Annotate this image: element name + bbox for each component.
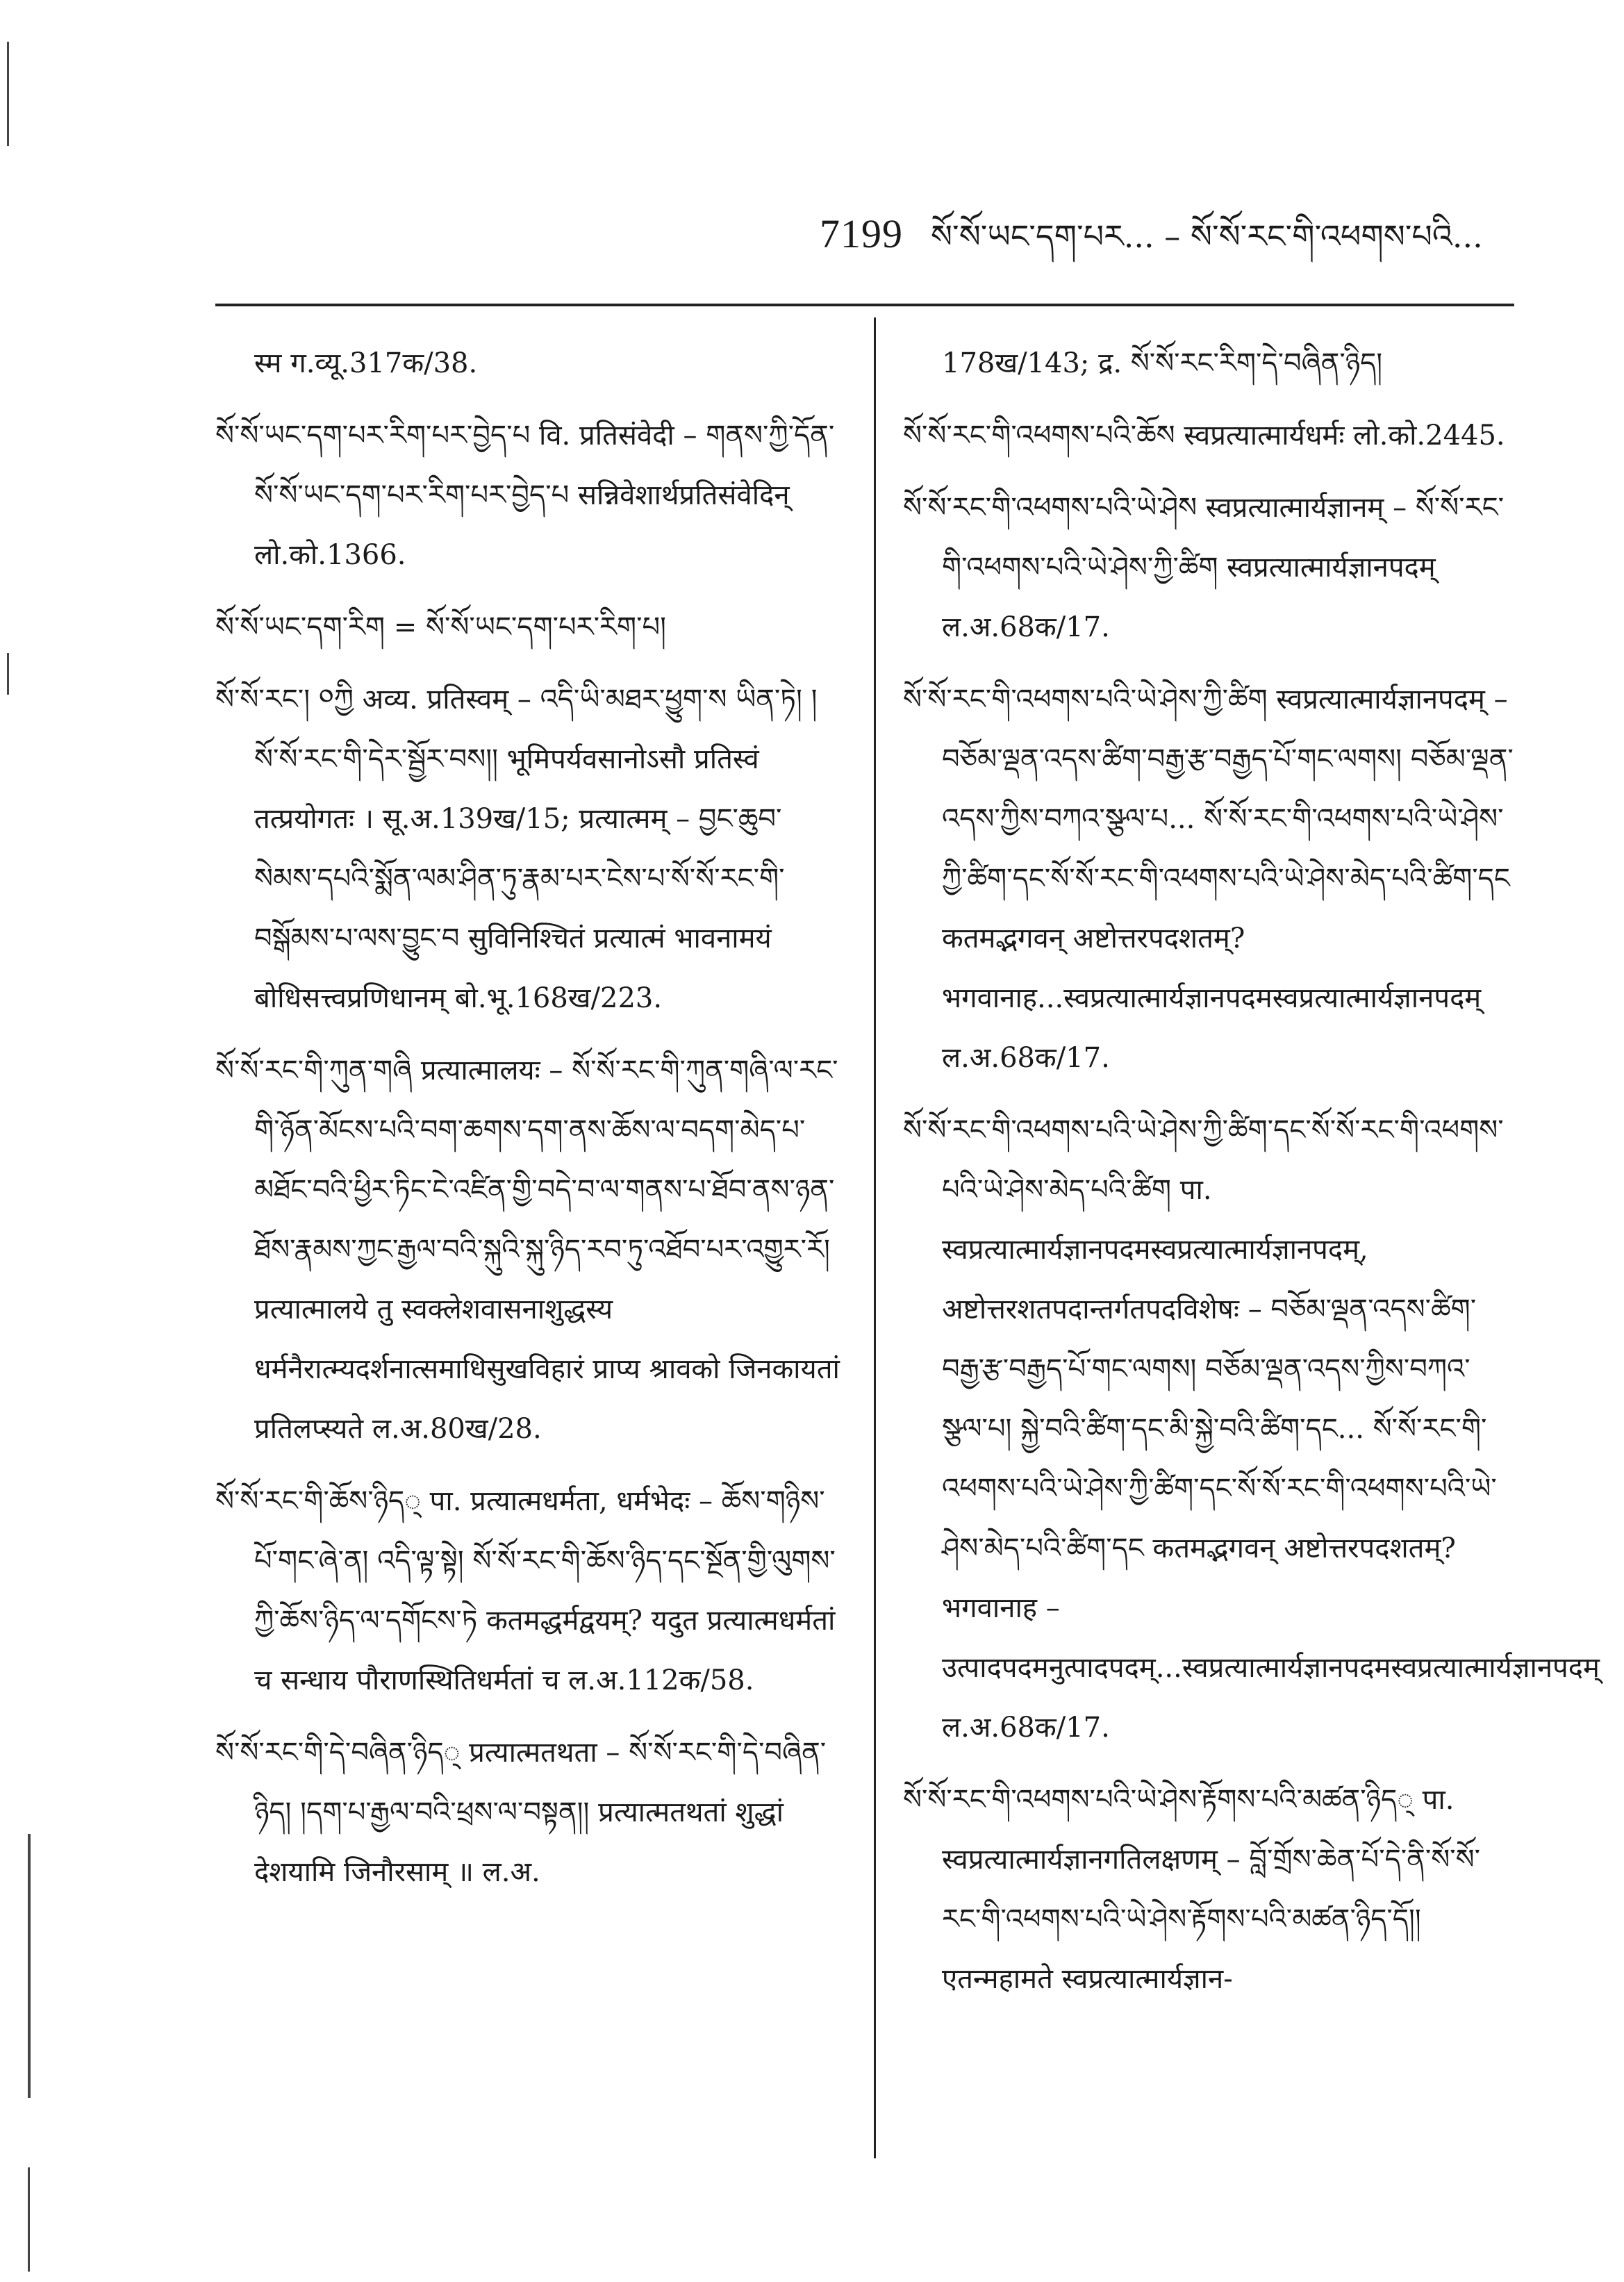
scan-mark bbox=[28, 1834, 31, 2098]
dictionary-entry: སོ་སོ་རང་གི་ཀུན་གཞི प्रत्यात्मालयः – སོ་སོ་རང་གི་ཀུན་གཞི་ལ་རང་གི་ཉོན་མོངས་པའི་བག་ཆགས་དག་ནས་ཆོས་ལ་བདག་མེད་པ་མཐོང་བའི་ཕྱིར་ཏིང་ངེ་འཛིན་གྱི་བདེ་བ་ལ་གནས་པ་ཐོབ་ནས་ཉན་ཐོས་རྣམས་ཀྱང་རྒྱལ་བའི་སྐུའི་སྐུ་ཉིད་རབ་ཏུ་འཐོབ་པར་འགྱུར་རོ། प्रत्यात्मालये तु स्वक्लेशवासनाशुद्धस्य धर्मनैरात्म्यदर्शनात्समाधिसुखविहारं प्राप्य श्रावको जिनकायतां प्रतिलप्स्यते ल.अ.80ख/28. bbox=[215, 1055, 840, 1445]
page-header bbox=[820, 201, 1514, 257]
scan-mark bbox=[7, 42, 9, 146]
scan-mark bbox=[28, 2167, 30, 2272]
right-column bbox=[903, 333, 1600, 2167]
dictionary-entry: སོ་སོ་རང་གི་འཕགས་པའི་ཆོས स्वप्रत्यात्मार्यधर्मः लो.को.2445. bbox=[903, 420, 1505, 452]
running-head: སོ་སོ་ཡང་དག་པར... – སོ་སོ་རང་གི་འཕགས་པའི... bbox=[931, 217, 1483, 255]
dictionary-entry: སོ་སོ་རང་གི་འཕགས་པའི་ཡེ་ཤེས་རྟོགས་པའི་མཚན་ཉིད् पा. स्वप्रत्यात्मार्यज्ञानगतिलक्षणम् – བློ་གྲོས་ཆེན་པོ་དེ་ནི་སོ་སོ་རང་གི་འཕགས་པའི་ཡེ་ཤེས་རྟོགས་པའི་མཚན་ཉིད་དོ།། एतन्महामते स्वप्रत्यात्मार्यज्ञान- bbox=[903, 1784, 1481, 1995]
dictionary-entry: སོ་སོ་རང་གི་འཕགས་པའི་ཡེ་ཤེས स्वप्रत्यात्मार्यज्ञानम् – སོ་སོ་རང་གི་འཕགས་པའི་ཡེ་ཤེས་ཀྱི་ཚིག स्वप्रत्यात्मार्यज्ञानपदम् ल.अ.68क/17. bbox=[903, 492, 1504, 643]
dictionary-entry: 178ख/143; द्र. སོ་སོ་རང་རིག་དེ་བཞིན་ཉིད། bbox=[942, 347, 1383, 379]
dictionary-entry: སོ་སོ་རང༌། ༠ཀྱི अव्य. प्रतिस्वम् – འདི་ཡི་མཐར་ཕྱུག་ས ཡིན་ཏེ། །སོ་སོ་རང་གི་དེར་སྦྱོར་བས།། भूमिपर्यवसानोऽसौ प्रतिस्वं तत्प्रयोगतः । सू.अ.139ख/15; प्रत्यात्मम् – བྱང་ཆུབ་སེམས་དཔའི་སྨོན་ལམ་ཤིན་ཏུ་རྣམ་པར་ངེས་པ་སོ་སོ་རང་གི་བསྒོམས་པ་ལས་བྱུང་བ सुविनिश्चितं प्रत्यात्मं भावनामयं बोधिसत्त्वप्रणिधानम् बो.भू.168ख/223. bbox=[215, 684, 818, 1014]
dictionary-entry: སོ་སོ་རང་གི་འཕགས་པའི་ཡེ་ཤེས་ཀྱི་ཚིག स्वप्रत्यात्मार्यज्ञानपदम् – བཅོམ་ལྡན་འདས་ཚིག་བརྒྱ་རྩ་བརྒྱད་པོ་གང་ལགས། བཅོམ་ལྡན་འདས་ཀྱིས་བཀའ་སྩལ་པ... སོ་སོ་རང་གི་འཕགས་པའི་ཡེ་ཤེས་ཀྱི་ཚིག་དང་སོ་སོ་རང་གི་འཕགས་པའི་ཡེ་ཤེས་མེད་པའི་ཚིག་དང कतमद्भगवन् अष्टोत्तरपदशतम्? भगवानाह...स्वप्रत्यात्मार्यज्ञानपदमस्वप्रत्यात्मार्यज्ञानपदम् ल.अ.68क/17. bbox=[903, 684, 1514, 1074]
column-divider bbox=[874, 317, 876, 2158]
dictionary-entry: སོ་སོ་ཡང་དག་པར་རིག་པར་བྱེད་པ वि. प्रतिसंवेदी – གནས་ཀྱི་དོན་སོ་སོ་ཡང་དག་པར་རིག་པར་བྱེད་པ सन्निवेशार्थप्रतिसंवेदिन् लो.को.1366. bbox=[215, 420, 835, 571]
scan-mark bbox=[7, 653, 9, 695]
dictionary-entry: སོ་སོ་རང་གི་འཕགས་པའི་ཡེ་ཤེས་ཀྱི་ཚིག་དང་སོ་སོ་རང་གི་འཕགས་པའི་ཡེ་ཤེས་མེད་པའི་ཚིག पा. स्वप्रत्यात्मार्यज्ञानपदमस्वप्रत्यात्मार्यज्ञानपदम्, अष्टोत्तरशतपदान्तर्गतपदविशेषः – བཅོམ་ལྡན་འདས་ཚིག་བརྒྱ་རྩ་བརྒྱད་པོ་གང་ལགས། བཅོམ་ལྡན་འདས་ཀྱིས་བཀའ་སྩལ་པ། སྐྱེ་བའི་ཚིག་དང་མི་སྐྱེ་བའི་ཚིག་དང... སོ་སོ་རང་གི་འཕགས་པའི་ཡེ་ཤེས་ཀྱི་ཚིག་དང་སོ་སོ་རང་གི་འཕགས་པའི་ཡེ་ཤེས་མེད་པའི་ཚིག་དང कतमद्भगवन् अष्टोत्तरपदशतम्? भगवानाह – उत्पादपदमनुत्पादपदम्...स्वप्रत्यात्मार्यज्ञानपदमस्वप्रत्यात्मार्यज्ञानपदम् ल.अ.68क/17. bbox=[903, 1114, 1600, 1744]
header-rule bbox=[215, 304, 1514, 306]
dictionary-entry: སོ་སོ་རང་གི་ཆོས་ཉིད् पा. प्रत्यात्मधर्मता, धर्मभेदः – ཆོས་གཉིས་པོ་གང་ཞེ་ན། འདི་ལྟ་སྟེ། སོ་སོ་རང་གི་ཆོས་ཉིད་དང་སྔོན་གྱི་ལུགས་ཀྱི་ཆོས་ཉིད་ལ་དགོངས་ཏེ कतमद्धर्मद्वयम्? यदुत प्रत्यात्मधर्मतां च सन्धाय पौराणस्थितिधर्मतां च ल.अ.112क/58. bbox=[215, 1485, 836, 1696]
page-number: 7199 bbox=[820, 211, 903, 256]
dictionary-entry: སོ་སོ་རང་གི་དེ་བཞིན་ཉིད् प्रत्यात्मतथता – སོ་སོ་རང་གི་དེ་བཞིན་ཉིད། །དག་པ་རྒྱལ་བའི་ཕྲས་ལ་བསྟན།། प्रत्यात्मतथतां शुद्धां देशयामि जिनौरसाम् ॥ ल.अ. bbox=[215, 1737, 827, 1888]
left-column bbox=[215, 333, 840, 2167]
dictionary-entry: स्म ग.व्यू.317क/38. bbox=[254, 347, 478, 379]
dictionary-entry: སོ་སོ་ཡང་དག་རིག = སོ་སོ་ཡང་དག་པར་རིག་པ། bbox=[215, 611, 666, 643]
